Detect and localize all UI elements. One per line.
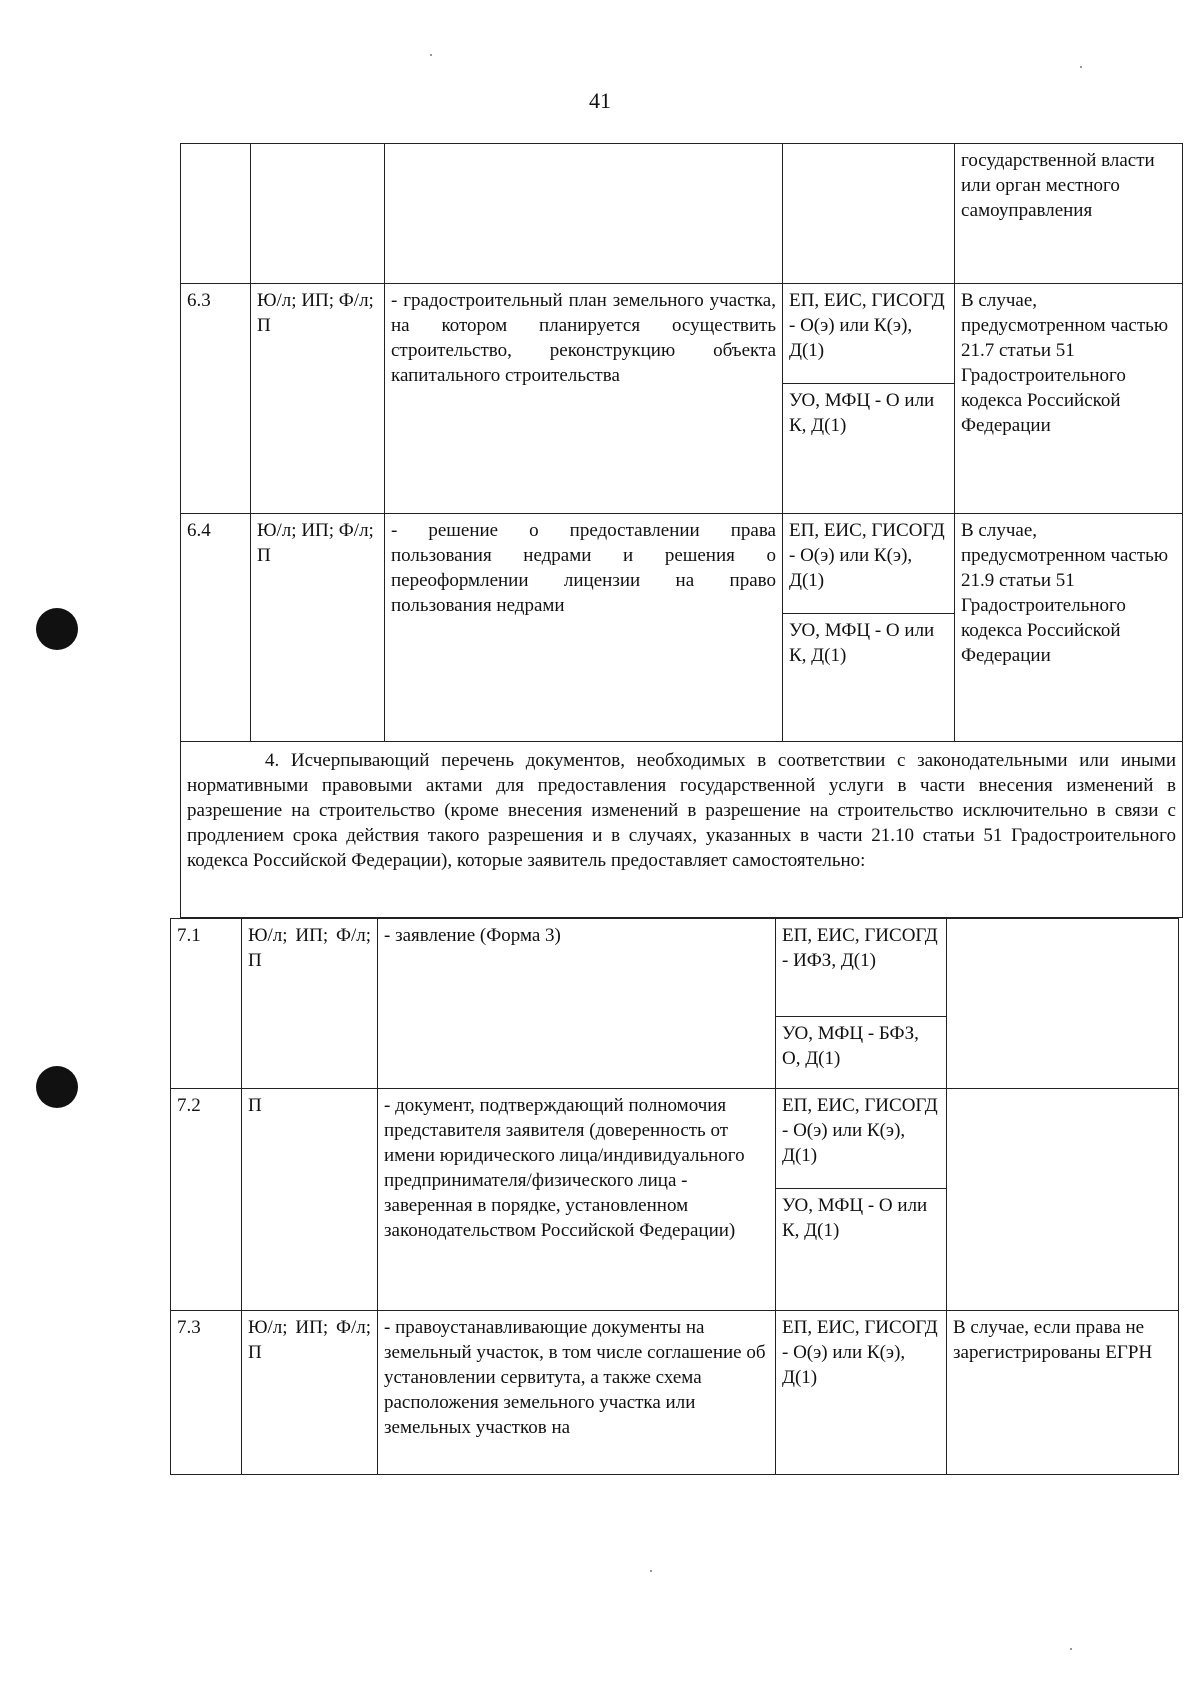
cell-num: 6.3 (181, 284, 251, 514)
cell-applicant (251, 144, 385, 284)
scan-speck (430, 54, 432, 56)
cell-num: 7.1 (171, 919, 242, 1089)
table-row (171, 919, 1179, 1017)
cell-applicant: Ю/л; ИП; Ф/л; П (251, 284, 385, 514)
cell-document: - правоустанавливающие документы на земельный участок, в том числе соглашение об установлении сервитута, а также схема расположения земельного участка или земельных участков на (378, 1311, 776, 1475)
cell-form-electronic: ЕП, ЕИС, ГИСОГД - О(э) или К(э), Д(1) (776, 1089, 947, 1189)
cell-document: - градостроительный план земельного участка, на котором планируется осуществить строительство, реконструкцию объекта капитального строительства (385, 284, 783, 514)
documents-table-bottom (170, 918, 1179, 1475)
cell-document: - документ, подтверждающий полномочия представителя заявителя (доверенность от имени юридического лица/индивидуального предпринимателя/физического лица - заверенная в порядке, установленном законодательством Российской Федерации) (378, 1089, 776, 1311)
cell-document (385, 144, 783, 284)
cell-form-electronic: ЕП, ЕИС, ГИСОГД - О(э) или К(э), Д(1) (783, 514, 955, 614)
cell-note: В случае, предусмотренном частью 21.9 статьи 51 Градостроительного кодекса Российской Федерации (955, 514, 1183, 742)
cell-applicant: П (242, 1089, 378, 1311)
section-heading (181, 742, 1183, 918)
punch-hole (36, 608, 78, 650)
punch-hole (36, 1066, 78, 1108)
cell-note: государственной власти или орган местного самоуправления (955, 144, 1183, 284)
cell-form-electronic: ЕП, ЕИС, ГИСОГД - О(э) или К(э), Д(1) (776, 1311, 947, 1475)
cell-num: 7.2 (171, 1089, 242, 1311)
cell-num: 6.4 (181, 514, 251, 742)
table-row (181, 284, 1183, 384)
scan-speck (1070, 1648, 1072, 1650)
cell-applicant: Ю/л; ИП; Ф/л; П (242, 919, 378, 1089)
cell-note (947, 919, 1179, 1089)
table-row (181, 514, 1183, 614)
cell-form-electronic: ЕП, ЕИС, ГИСОГД - ИФЗ, Д(1) (776, 919, 947, 1017)
table-row (171, 1089, 1179, 1189)
cell-applicant: Ю/л; ИП; Ф/л; П (251, 514, 385, 742)
cell-note: В случае, предусмотренном частью 21.7 статьи 51 Градостроительного кодекса Российской Федерации (955, 284, 1183, 514)
cell-form-paper: УО, МФЦ - БФЗ, О, Д(1) (776, 1017, 947, 1089)
scan-speck (1080, 66, 1082, 68)
cell-document: - решение о предоставлении права пользования недрами и решения о переоформлении лицензии на право пользования недрами (385, 514, 783, 742)
page-number: 41 (589, 88, 611, 113)
cell-num (181, 144, 251, 284)
cell-form (783, 144, 955, 284)
cell-form-paper: УО, МФЦ - О или К, Д(1) (783, 614, 955, 742)
cell-form-paper: УО, МФЦ - О или К, Д(1) (776, 1189, 947, 1311)
table-row (171, 1311, 1179, 1475)
cell-num: 7.3 (171, 1311, 242, 1475)
scan-speck (650, 1570, 652, 1572)
section-heading-row (181, 742, 1183, 918)
documents-table-top (180, 143, 1183, 918)
section-heading-text: 4. Исчерпывающий перечень документов, необходимых в соответствии с законодательными или иными нормативными правовыми актами для предоставления государственной услуги в части внесения изменений в разрешение на строительство (кроме внесения изменений в разрешение на строительство исключительно в связи с продлением срока действия такого разрешения и в случаях, указанных в части 21.10 статьи 51 Градостроительного кодекса Российской Федерации), которые заявитель предоставляет самостоятельно: (187, 750, 1176, 871)
cell-note: В случае, если права не зарегистрированы ЕГРН (947, 1311, 1179, 1475)
table-row (181, 144, 1183, 284)
cell-applicant: Ю/л; ИП; Ф/л; П (242, 1311, 378, 1475)
cell-document: - заявление (Форма 3) (378, 919, 776, 1089)
cell-note (947, 1089, 1179, 1311)
cell-form-paper: УО, МФЦ - О или К, Д(1) (783, 384, 955, 514)
cell-form-electronic: ЕП, ЕИС, ГИСОГД - О(э) или К(э), Д(1) (783, 284, 955, 384)
